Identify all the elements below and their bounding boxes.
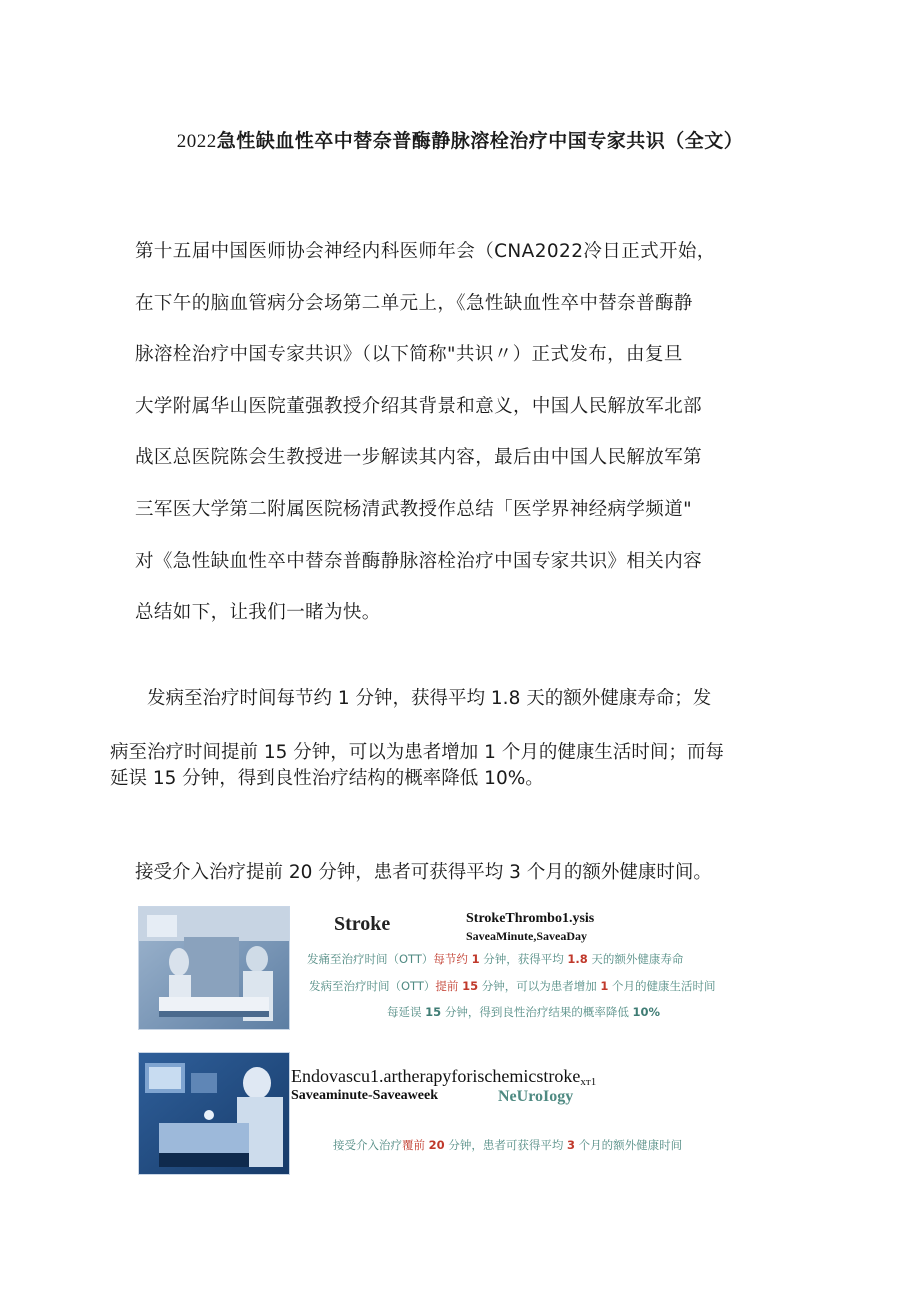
info-text: 发痛至治疗时间（OTT） [307, 952, 434, 966]
ott-advance-line [309, 978, 716, 994]
intro-line: 对《急性缺血性卒中替奈普酶静脉溶栓治疗中国专家共识》相关内容 [135, 550, 703, 572]
intro-line: 大学附属华山医院董强教授介绍其背景和意义，中国人民解放军北部 [135, 395, 703, 417]
info-text: 分钟，可以为患者增加 [478, 979, 601, 993]
info-text: 每节约 [433, 952, 472, 966]
info-number: 1 [600, 979, 609, 993]
info-text: 分钟，得到良性治疗结果的概率降低 [441, 1005, 633, 1019]
delay-risk-line [387, 1004, 660, 1020]
info-number: 15 [462, 979, 479, 993]
info-text: 个月的健康生活时间 [608, 979, 716, 993]
endovascular-suffix: xт1 [580, 1076, 597, 1088]
info-number: 15 [425, 1005, 442, 1019]
title-text: 急性缺血性卒中替奈普酶静脉溶栓治疗中国专家共识（全文） [216, 130, 744, 152]
info-text: 分钟，患者可获得平均 [444, 1138, 567, 1152]
paragraph-line: 延误 15 分钟，得到良性治疗结构的概率降低 10%。 [110, 768, 544, 789]
endovascular-title: Endovascu1.artherapyforischemicstroke [291, 1066, 581, 1086]
thrombolysis-heading: StrokeThrombo1.ysis [466, 911, 595, 926]
icu-photo-image [138, 906, 290, 1030]
intro-line: 战区总医院陈会生教授进一步解读其内容，最后由中国人民解放军第 [135, 447, 703, 469]
save-a-day-subheading: SaveaMinute,SaveaDay [466, 929, 587, 943]
info-number: 1 [471, 952, 480, 966]
document-title [0, 126, 920, 153]
info-number: 1.8 [567, 952, 588, 966]
title-year: 2022 [176, 131, 217, 152]
info-text: 覆前 [402, 1138, 429, 1152]
neurology-logo-text: NeUroIogy [498, 1088, 574, 1105]
intro-line: 总结如下，让我们一睹为快。 [135, 602, 381, 624]
paragraph-line: 发病至治疗时间每节约 1 分钟，获得平均 1.8 天的额外健康寿命；发 [110, 688, 712, 709]
intro-line: 脉溶栓治疗中国专家共识》（以下简称"共识〃）正式发布，由复旦 [135, 344, 683, 366]
info-text: 天的额外健康寿命 [587, 952, 684, 966]
info-number: 3 [566, 1138, 575, 1152]
intervention-benefit-line [333, 1137, 682, 1153]
ott-benefit-line [307, 951, 683, 967]
intro-paragraph [135, 226, 775, 639]
intervention-paragraph: 接受介入治疗提前 20 分钟，患者可获得平均 3 个月的额外健康时间。 [135, 862, 712, 883]
info-text: 发病至治疗时间（OTT） [309, 979, 436, 993]
endovascular-heading [291, 1066, 596, 1088]
intro-line: 三军医大学第二附属医院杨清武教授作总结「医学界神经病学频道" [135, 498, 693, 520]
paragraph-line: 病至治疗时间提前 15 分钟，可以为患者增加 1 个月的健康生活时间；而每 [110, 742, 724, 763]
info-text: 个月的额外健康时间 [575, 1138, 683, 1152]
stroke-heading: Stroke [334, 913, 391, 935]
save-a-week-subheading: Saveaminute-Saveaweek [291, 1088, 438, 1103]
info-text: 每延误 [387, 1005, 426, 1019]
info-text: 分钟，获得平均 [479, 952, 568, 966]
info-text: 接受介入治疗 [333, 1138, 402, 1152]
intro-line: 在下午的脑血管病分会场第二单元上，《急性缺血性卒中替奈普酶静 [135, 292, 693, 314]
info-text: 提前 [435, 979, 463, 993]
surgery-photo-image [138, 1052, 290, 1175]
info-number: 10% [632, 1005, 661, 1019]
info-number: 20 [428, 1138, 445, 1152]
intro-line: 第十五届中国医师协会神经内科医师年会（CNA2022冷日正式开始， [135, 241, 716, 262]
